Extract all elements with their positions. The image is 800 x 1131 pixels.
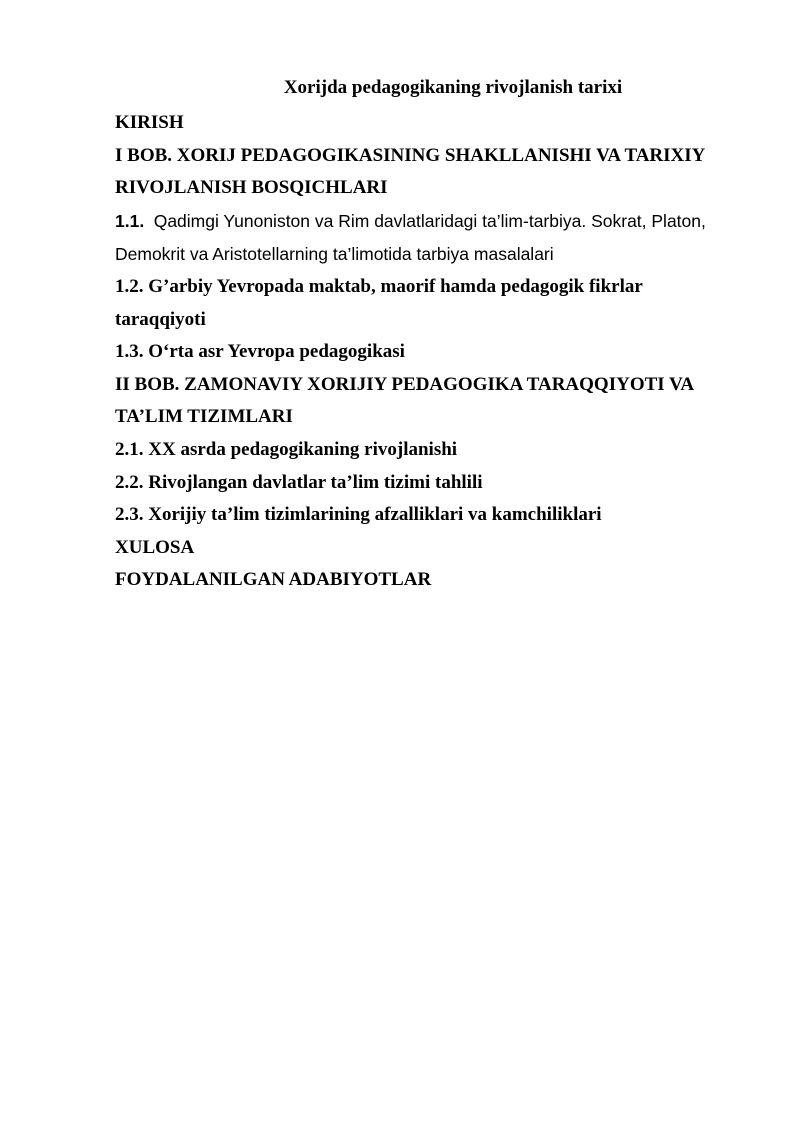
- document-title: Xorijda pedagogikaning rivojlanish tarixi: [283, 77, 623, 98]
- toc-section-2-3: 2.3. Xorijiy ta’lim tizimlarining afzalliklari va kamchiliklari: [115, 504, 602, 526]
- toc-section-1-3: 1.3. O‘rta asr Yevropa pedagogikasi: [115, 341, 405, 363]
- toc-chapter-1-line-2: RIVOJLANISH BOSQICHLARI: [115, 177, 388, 199]
- toc-intro: KIRISH: [115, 112, 184, 133]
- toc-section-1-1-line-2: Demokrit va Aristotellarning ta’limotida tarbiya masalalari: [115, 244, 554, 265]
- toc-section-1-2-line-2: taraqqiyoti: [115, 308, 206, 330]
- toc-section-1-2-line-1: 1.2. G’arbiy Yevropada maktab, maorif hamda pedagogik fikrlar: [115, 275, 643, 297]
- toc-section-1-1-line-1: Qadimgi Yunoniston va Rim davlatlaridagi ta’lim-tarbiya. Sokrat, Platon,: [153, 210, 706, 231]
- toc-references: FOYDALANILGAN ADABIYOTLAR: [115, 569, 432, 591]
- toc-conclusion: XULOSA: [115, 536, 195, 558]
- toc-chapter-2-line-2: TA’LIM TIZIMLARI: [115, 406, 293, 428]
- toc-section-1-1-number: 1.1.: [115, 210, 145, 231]
- toc-section-1-1: [115, 205, 725, 239]
- toc-chapter-2-line-1: II BOB. ZAMONAVIY XORIJIY PEDAGOGIKA TARAQQIYOTI VA: [115, 373, 695, 395]
- toc-section-2-2: 2.2. Rivojlangan davlatlar ta’lim tizimi tahlili: [115, 471, 483, 493]
- toc-section-2-1: 2.1. XX asrda pedagogikaning rivojlanishi: [115, 438, 458, 460]
- table-of-contents: [115, 107, 725, 597]
- toc-chapter-1-line-1: I BOB. XORIJ PEDAGOGIKASINING SHAKLLANISHI VA TARIXIY: [115, 144, 706, 166]
